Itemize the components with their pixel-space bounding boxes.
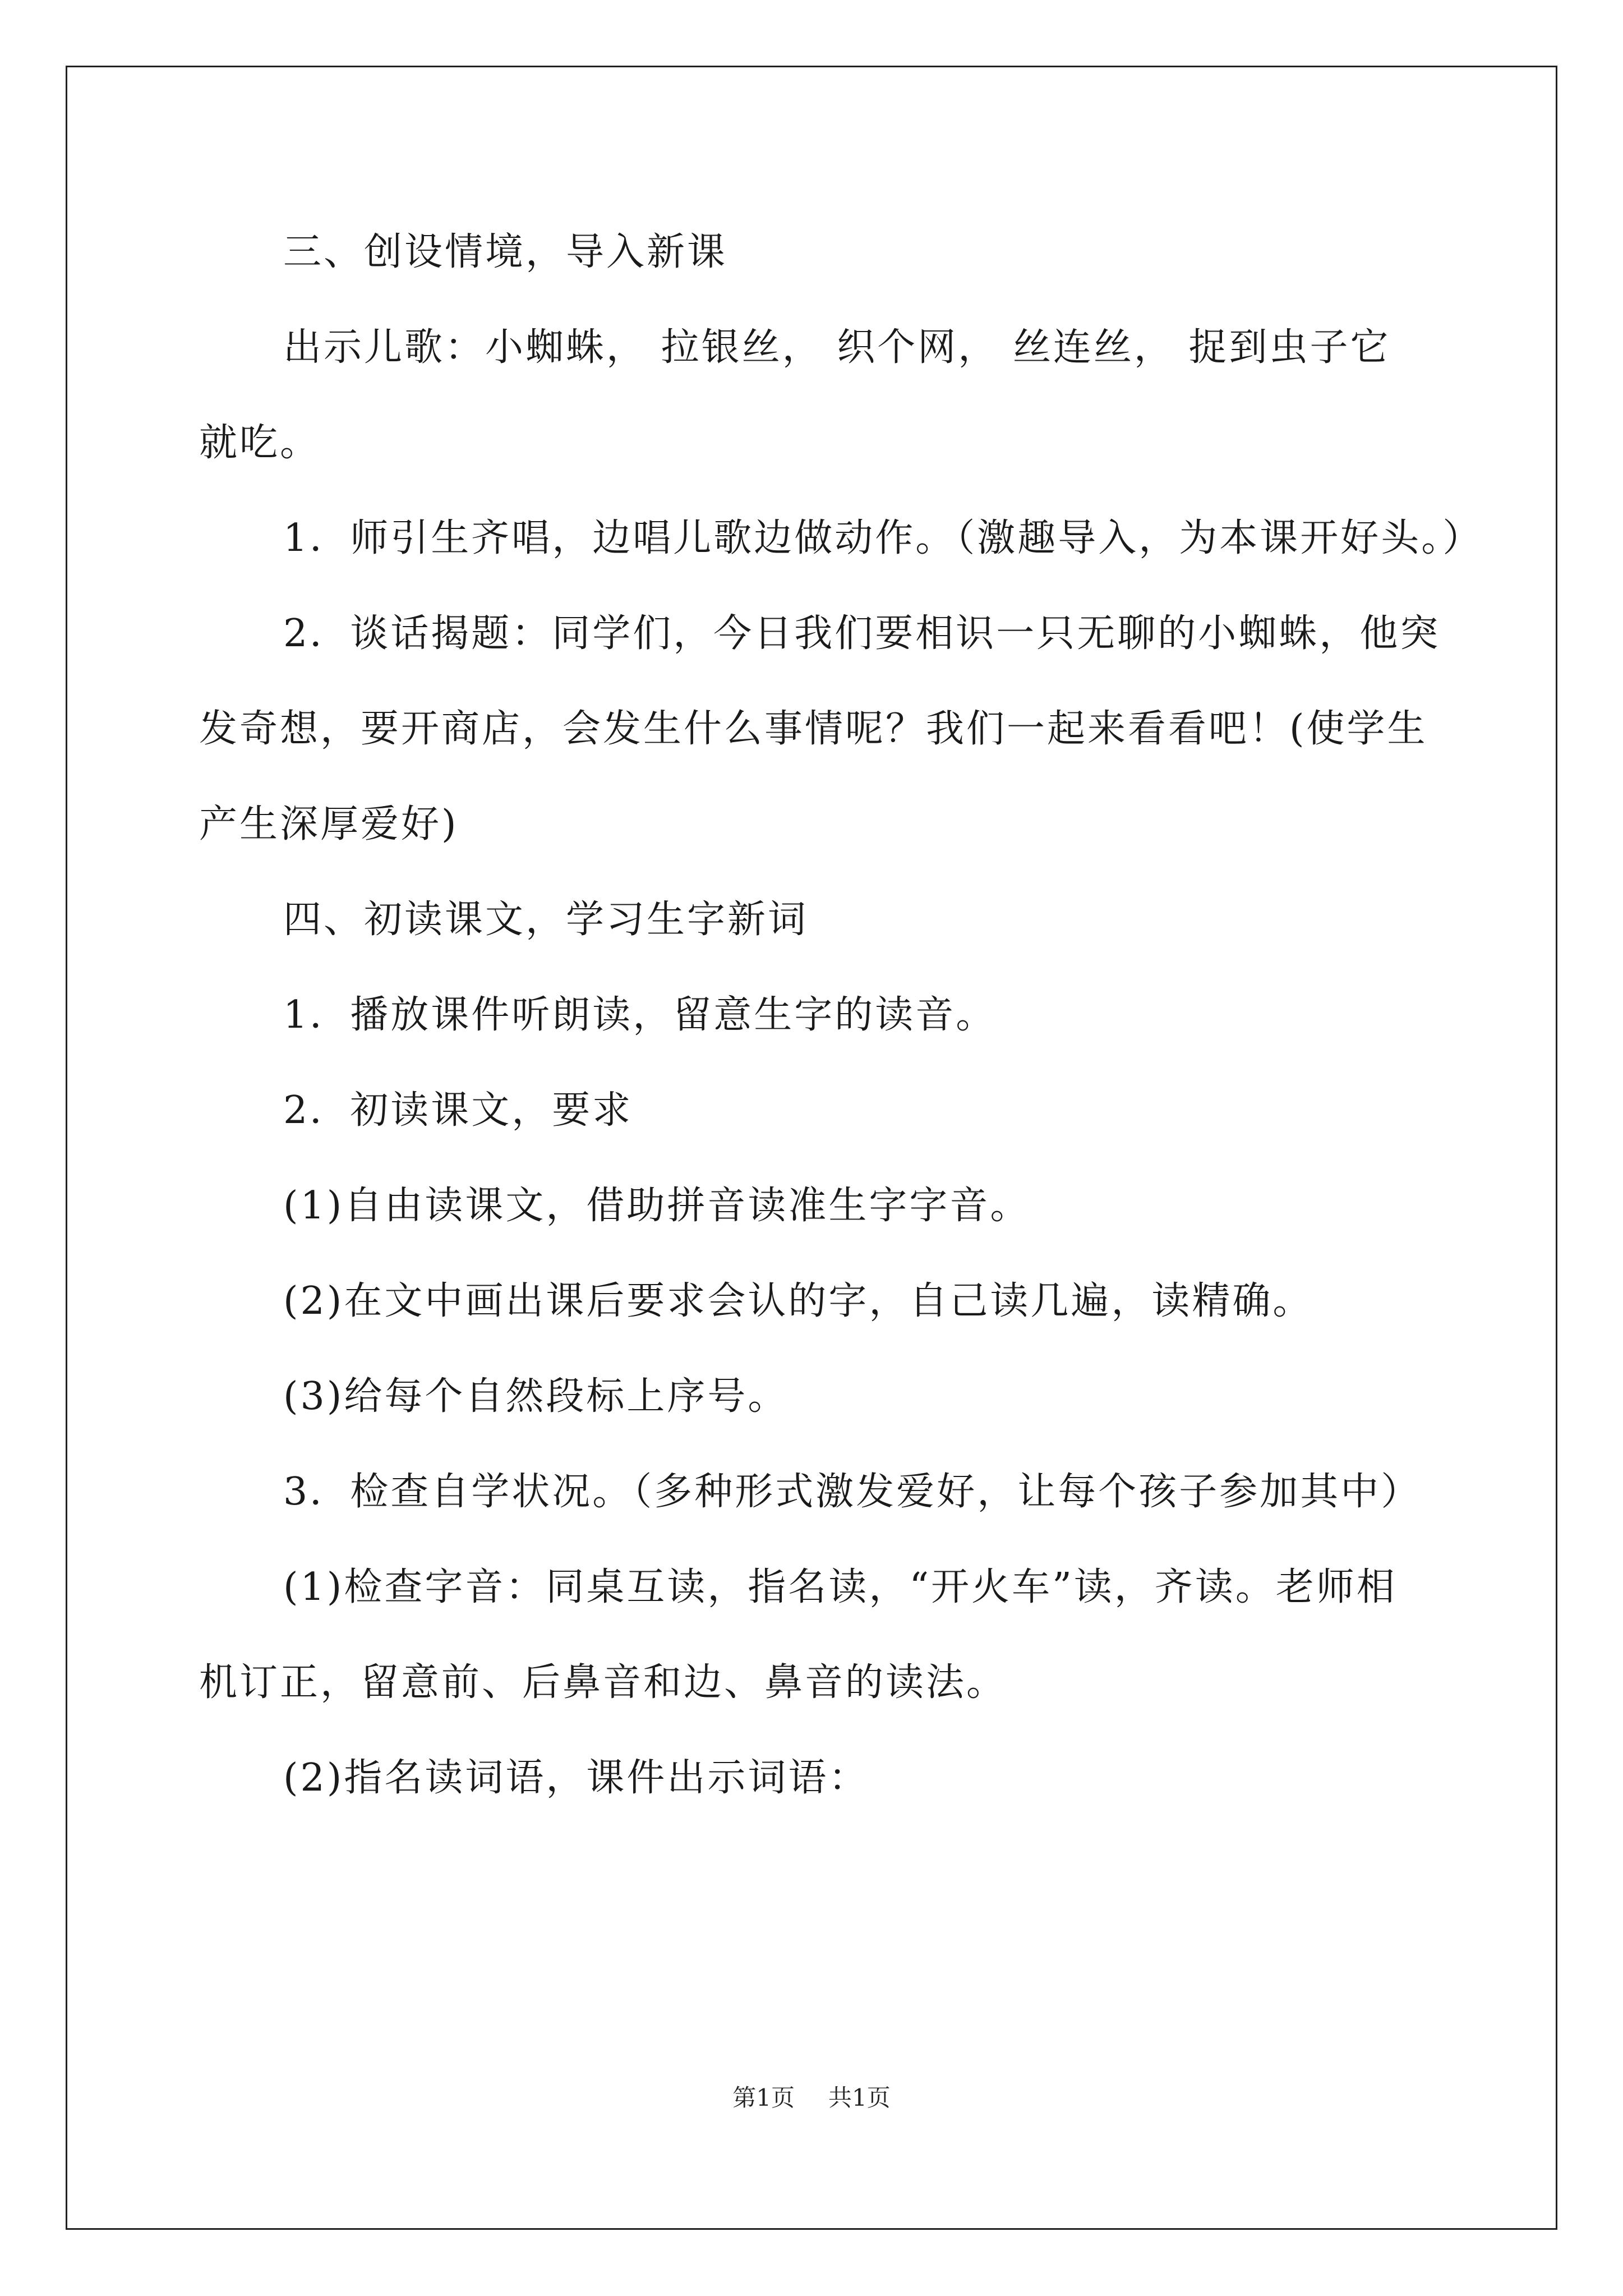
heading-section-4: 四、初读课文，学习生字新词 <box>283 898 809 942</box>
paragraph-line: 机订正，留意前、后鼻音和边、鼻音的读法。 <box>199 1660 1007 1705</box>
paragraph-line: 1．播放课件听朗读，留意生字的读音。 <box>283 993 997 1037</box>
page-number: 第1页 <box>732 2084 795 2111</box>
paragraph-line: (2)指名读词语，课件出示词语： <box>283 1756 869 1800</box>
page-footer <box>0 2084 1623 2112</box>
page-border <box>66 66 1557 2230</box>
paragraph-line: 出示儿歌：小蜘蛛， 拉银丝， 织个网， 丝连丝， 捉到虫子它 <box>283 325 1391 370</box>
paragraph-line: 2．初读课文，要求 <box>283 1088 633 1133</box>
paragraph-line: 就吃。 <box>199 421 321 465</box>
paragraph-line: 发奇想，要开商店，会发生什么事情呢？我们一起来看看吧！(使学生 <box>199 707 1428 751</box>
paragraph-line: 3．检查自学状况。（多种形式激发爱好，让每个孩子参加其中） <box>283 1470 1422 1514</box>
paragraph-line: (3)给每个自然段标上序号。 <box>283 1374 789 1419</box>
paragraph-line: (1)检查字音：同桌互读，指名读，“开火车”读，齐读。老师相 <box>283 1565 1397 1609</box>
page-total: 共1页 <box>828 2084 891 2111</box>
paragraph-line: 1．师引生齐唱，边唱儿歌边做动作。（激趣导入，为本课开好头。） <box>283 516 1483 560</box>
heading-section-3: 三、创设情境，导入新课 <box>283 230 728 274</box>
paragraph-line: (2)在文中画出课后要求会认的字，自己读几遍，读精确。 <box>283 1279 1313 1323</box>
paragraph-line: (1)自由读课文，借助拼音读准生字字音。 <box>283 1184 1031 1228</box>
paragraph-line: 产生深厚爱好) <box>199 802 459 846</box>
paragraph-line: 2．谈话揭题：同学们，今日我们要相识一只无聊的小蜘蛛，他突 <box>283 611 1441 656</box>
